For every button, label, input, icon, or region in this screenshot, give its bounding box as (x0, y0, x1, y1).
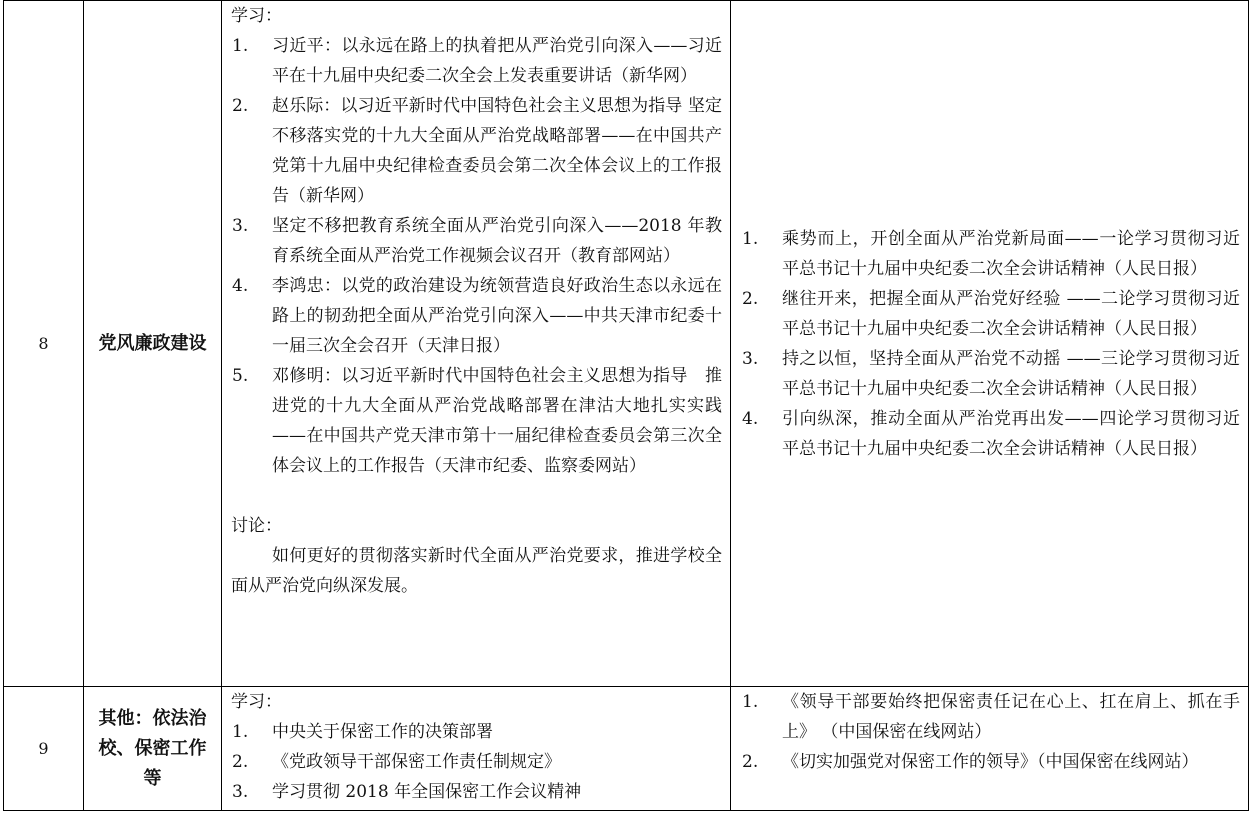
list-item (231, 91, 722, 211)
item-text: 继往开来，把握全面从严治党好经验 ——二论学习贯彻习近平总书记十九届中央纪委二次全会讲话精神（人民日报） (782, 288, 1240, 339)
item-number: 1. (742, 692, 759, 712)
list-item (741, 404, 1240, 464)
study-heading: 学习： (231, 6, 282, 26)
row-topic: 党风廉政建设 (84, 1, 222, 687)
item-number: 1. (742, 228, 759, 249)
reference-cell (731, 687, 1249, 811)
item-number: 2. (742, 752, 759, 772)
table-row (4, 1, 1249, 687)
reference-list (741, 687, 1240, 777)
study-content-cell (222, 1, 731, 687)
item-text: 坚定不移把教育系统全面从严治党引向深入——2018 年教育系统全面从严治党工作视频会议召开（教育部网站） (272, 216, 722, 266)
row-number: 8 (4, 1, 84, 687)
list-item (741, 687, 1240, 747)
item-number: 3. (232, 216, 249, 236)
item-text: 习近平：以永远在路上的执着把从严治党引向深入——习近平在十九届中央纪委二次全会上发表重要讲话（新华网） (272, 36, 722, 86)
item-text: 引向纵深，推动全面从严治党再出发——四论学习贯彻习近平总书记十九届中央纪委二次全会讲话精神（人民日报） (782, 408, 1240, 459)
item-number: 2. (232, 96, 249, 116)
list-item (231, 271, 722, 361)
list-item (741, 284, 1240, 344)
item-text: 李鸿忠：以党的政治建设为统领营造良好政治生态以永远在路上的韧劲把全面从严治党引向深入——中共天津市纪委十一届三次全会召开（天津日报） (272, 276, 722, 356)
item-text: 赵乐际：以习近平新时代中国特色社会主义思想为指导 坚定不移落实党的十九大全面从严治党战略部署——在中国共产党第十九届中央纪律检查委员会第二次全体会议上的工作报告（新华网） (272, 96, 722, 206)
list-item (231, 211, 722, 271)
list-item (231, 777, 722, 807)
item-number: 3. (742, 348, 759, 369)
row-number: 9 (4, 687, 84, 811)
item-number: 5. (232, 366, 249, 386)
item-text: 《切实加强党对保密工作的领导》（中国保密在线网站） (782, 752, 1199, 772)
item-number: 4. (742, 408, 759, 429)
row-topic: 其他：依法治校、保密工作等 (84, 687, 222, 811)
item-number: 1. (232, 36, 249, 56)
study-content-cell (222, 687, 731, 811)
item-text: 邓修明：以习近平新时代中国特色社会主义思想为指导 推进党的十九大全面从严治党战略部署在津沽大地扎实实践——在中国共产党天津市第十一届纪律检查委员会第三次全体会议上的工作报告（天津市纪委、监察委网站） (272, 366, 722, 476)
item-text: 中央关于保密工作的决策部署 (272, 722, 493, 742)
item-number: 4. (232, 276, 249, 296)
list-item (231, 747, 722, 777)
list-item (231, 717, 722, 747)
study-plan-table (3, 0, 1249, 811)
item-text: 学习贯彻 2018 年全国保密工作会议精神 (272, 782, 582, 802)
table-row (4, 687, 1249, 811)
reference-list (741, 224, 1240, 464)
list-item (741, 344, 1240, 404)
item-text: 持之以恒，坚持全面从严治党不动摇 ——三论学习贯彻习近平总书记十九届中央纪委二次全会讲话精神（人民日报） (782, 348, 1240, 399)
reference-cell (731, 1, 1249, 687)
study-list (231, 717, 722, 807)
item-number: 3. (232, 782, 249, 802)
list-item (231, 361, 722, 481)
item-number: 2. (232, 752, 249, 772)
study-list (231, 31, 722, 481)
list-item (231, 31, 722, 91)
item-text: 《党政领导干部保密工作责任制规定》 (272, 752, 561, 772)
list-item (741, 224, 1240, 284)
study-heading: 学习： (231, 692, 282, 712)
list-item (741, 747, 1240, 777)
item-number: 2. (742, 288, 759, 309)
item-text: 《领导干部要始终把保密责任记在心上、扛在肩上、抓在手上》 （中国保密在线网站） (782, 692, 1240, 742)
discussion-text: 如何更好的贯彻落实新时代全面从严治党要求，推进学校全面从严治党向纵深发展。 (231, 546, 722, 596)
item-number: 1. (232, 722, 249, 742)
discussion-heading: 讨论： (231, 516, 282, 536)
item-text: 乘势而上，开创全面从严治党新局面——一论学习贯彻习近平总书记十九届中央纪委二次全会讲话精神（人民日报） (782, 228, 1240, 279)
